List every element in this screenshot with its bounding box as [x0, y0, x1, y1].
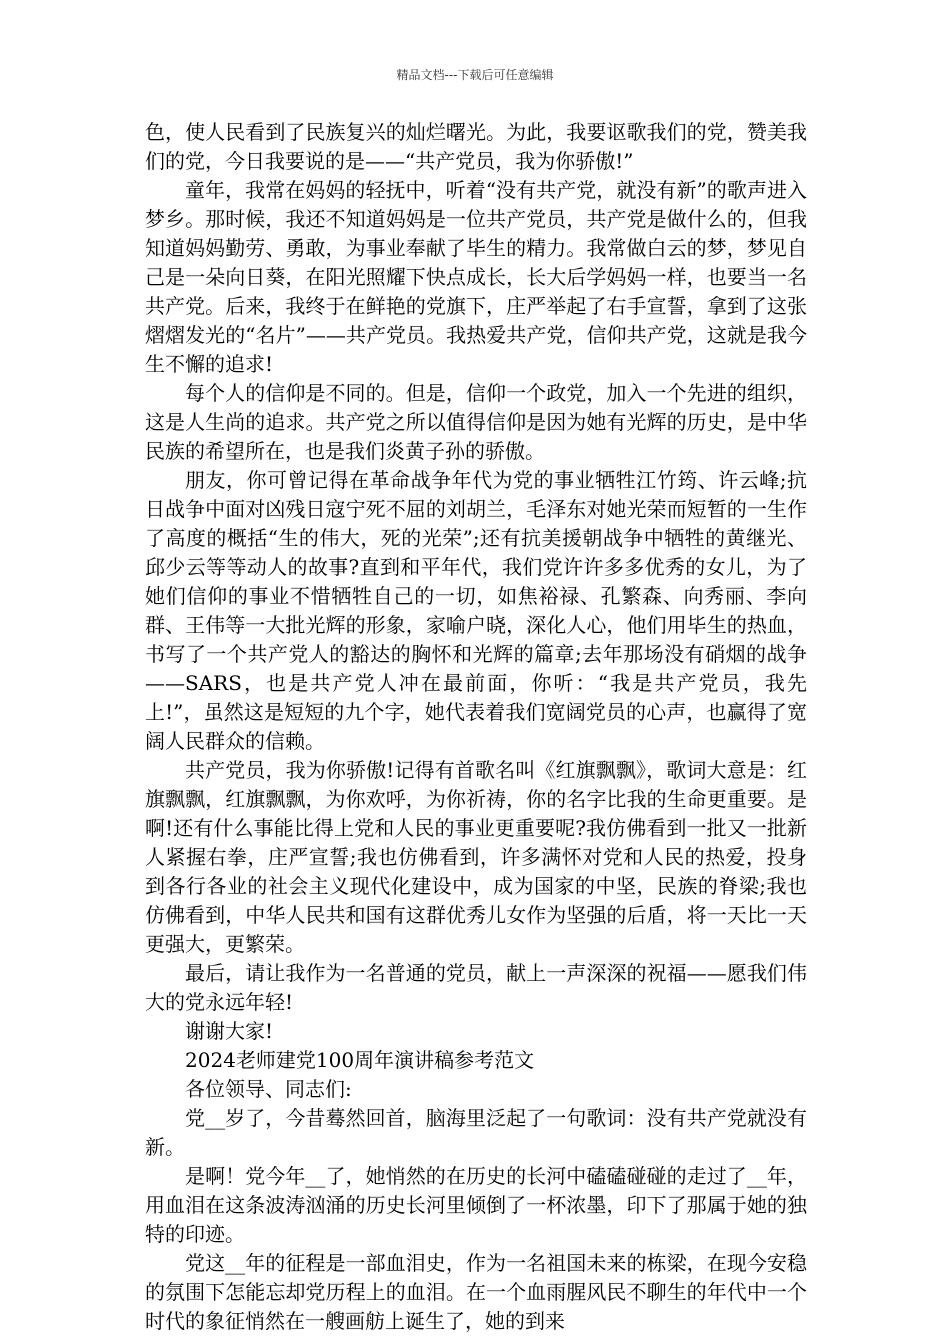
paragraph: 党这__年的征程是一部血泪史，作为一名祖国未来的栋梁，在现今安稳的氛围下怎能忘却党历程上的血泪。在一个血雨腥风民不聊生的年代中一个时代的象征悄然在一艘画舫上诞生了，她的到来: [145, 1251, 807, 1333]
salutation: 各位领导、同志们:: [185, 1077, 352, 1101]
section-title: 2024老师建党100周年演讲稿参考范文: [185, 1048, 535, 1072]
paragraph: 每个人的信仰是不同的。但是，信仰一个政党，加入一个先进的组织，这是人生尚的追求。共产党之所以值得信仰是因为她有光辉的历史，是中华民族的希望所在，也是我们炎黄子孙的骄傲。: [145, 381, 807, 463]
document-body: [145, 118, 807, 1336]
paragraph: 党__岁了，今昔蓦然回首，脑海里泛起了一句歌词：没有共产党就没有新。: [145, 1106, 807, 1159]
paragraph: 谢谢大家!: [185, 1019, 274, 1043]
paragraph: 是啊！党今年__了，她悄然的在历史的长河中磕磕碰碰的走过了__年，用血泪在这条波涛汹涌的历史长河里倾倒了一杯浓墨，印下了那属于她的独特的印迹。: [145, 1164, 807, 1246]
paragraph: 色，使人民看到了民族复兴的灿烂曙光。为此，我要讴歌我们的党，赞美我们的党，今日我要说的是——“共产党员，我为你骄傲!”: [145, 120, 807, 173]
paragraph: 童年，我常在妈妈的轻抚中，听着“没有共产党，就没有新”的歌声进入梦乡。那时候，我还不知道妈妈是一位共产党员，共产党是做什么的，但我知道妈妈勤劳、勇敢，为事业奉献了毕生的精力。我常做白云的梦，梦见自己是一朵向日葵，在阳光照耀下快点成长，长大后学妈妈一样，也要当一名共产党。后来，我终于在鲜艳的党旗下，庄严举起了右手宣誓，拿到了这张熠熠发光的“名片”——共产党员。我热爱共产党，信仰共产党，这就是我今生不懈的追求!: [145, 178, 807, 376]
paragraph: 朋友，你可曾记得在革命战争年代为党的事业牺牲江竹筠、许云峰;抗日战争中面对凶残日寇宁死不屈的刘胡兰，毛泽东对她光荣而短暂的一生作了高度的概括“生的伟大，死的光荣”;还有抗美援朝战争中牺牲的黄继光、邱少云等等动人的故事?直到和平年代，我们党许许多多优秀的女儿，为了她们信仰的事业不惜牺牲自己的一切，如焦裕禄、孔繁森、向秀丽、李向群、王伟等一大批光辉的形象，家喻户晓，深化人心，他们用毕生的热血，书写了一个共产党人的豁达的胸怀和光辉的篇章;去年那场没有硝烟的战争——SARS，也是共产党人冲在最前面，你听：“我是共产党员，我先上!”，虽然这是短短的九个字，她代表着我们宽阔党员的心声，也赢得了宽阔人民群众的信赖。: [145, 468, 807, 753]
paragraph: 最后，请让我作为一名普通的党员，献上一声深深的祝福——愿我们伟大的党永远年轻!: [145, 961, 807, 1014]
paragraph: 共产党员，我为你骄傲!记得有首歌名叫《红旗飘飘》，歌词大意是：红旗飘飘，红旗飘飘，为你欢呼，为你祈祷，你的名字比我的生命更重要。是啊!还有什么事能比得上党和人民的事业更重要呢?我仿佛看到一批又一批新人紧握右拳，庄严宣誓;我也仿佛看到，许多满怀对党和人民的热爱，投身到各行各业的社会主义现代化建设中，成为国家的中坚，民族的脊梁;我也仿佛看到，中华人民共和国有这群优秀儿女作为坚强的后盾，将一天比一天更强大，更繁荣。: [145, 758, 807, 956]
header-note: 精品文档---下载后可任意编辑: [396, 68, 554, 82]
